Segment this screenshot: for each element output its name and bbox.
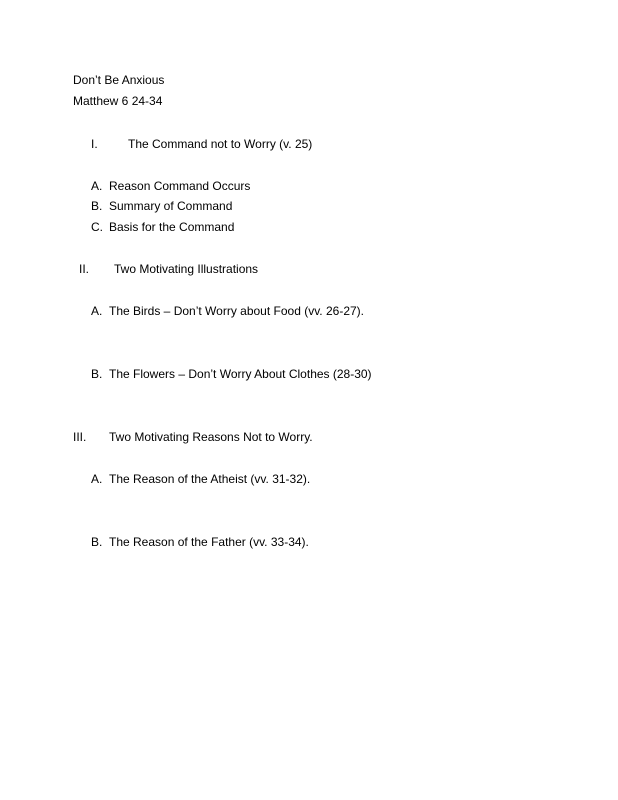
section-3-item-a-letter: A. xyxy=(91,472,103,486)
section-2-item-b-letter: B. xyxy=(91,367,103,381)
section-3-heading: Two Motivating Reasons Not to Worry. xyxy=(109,430,313,444)
section-1-item-c-letter: C. xyxy=(91,220,103,234)
section-1-numeral: I. xyxy=(91,137,98,151)
section-3-numeral: III. xyxy=(73,430,87,444)
section-2-item-a-letter: A. xyxy=(91,304,103,318)
section-1-item-a-letter: A. xyxy=(91,179,103,193)
document-title: Don’t Be Anxious xyxy=(73,73,165,87)
section-1-item-b-letter: B. xyxy=(91,199,103,213)
section-3-item-b-text: The Reason of the Father (vv. 33-34). xyxy=(109,535,309,549)
section-3-item-a-text: The Reason of the Atheist (vv. 31-32). xyxy=(109,472,311,486)
scripture-reference: Matthew 6 24-34 xyxy=(73,94,163,108)
section-2-item-b-text: The Flowers – Don’t Worry About Clothes (28-30) xyxy=(109,367,372,381)
section-2-item-a-text: The Birds – Don’t Worry about Food (vv. 26-27). xyxy=(109,304,364,318)
section-1-item-c-text: Basis for the Command xyxy=(109,220,235,234)
section-2-numeral: II. xyxy=(79,262,90,276)
section-1-item-a-text: Reason Command Occurs xyxy=(109,179,251,193)
section-1-item-b-text: Summary of Command xyxy=(109,199,233,213)
section-3-item-b-letter: B. xyxy=(91,535,103,549)
section-1-heading: The Command not to Worry (v. 25) xyxy=(128,137,313,151)
section-2-heading: Two Motivating Illustrations xyxy=(114,262,259,276)
